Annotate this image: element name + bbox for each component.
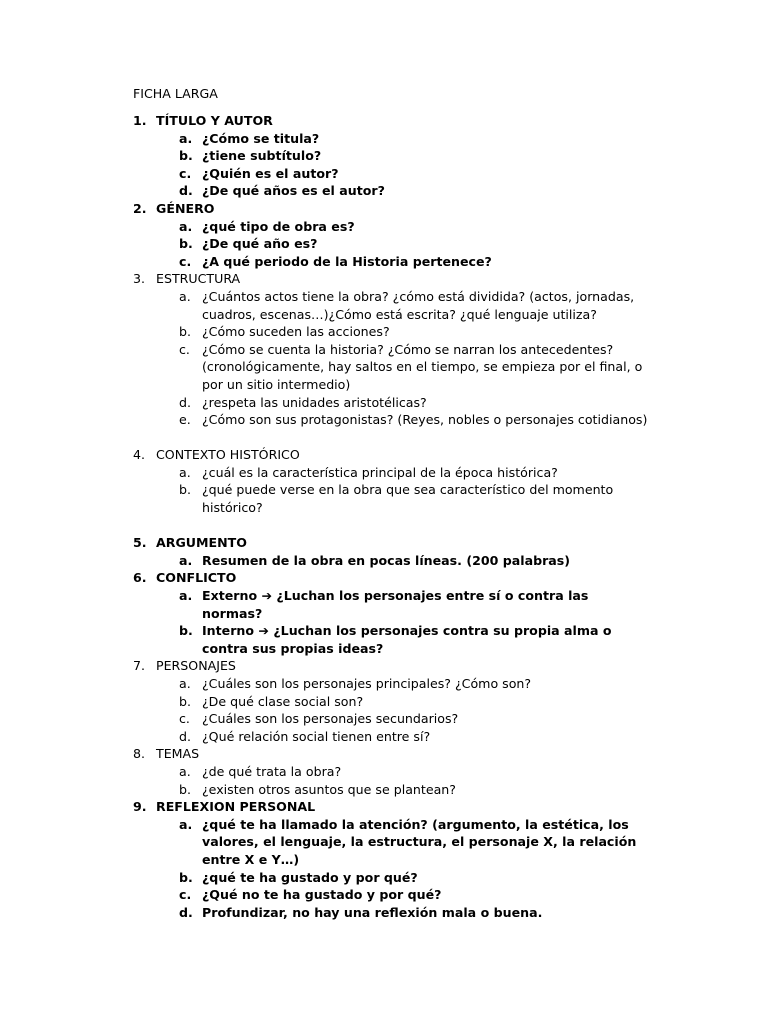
- item-letter: b.: [179, 236, 193, 252]
- item-text: ¿Qué no te ha gustado y por qué?: [202, 887, 442, 903]
- item-text: ¿qué puede verse en la obra que sea característico del momento histórico?: [202, 482, 614, 516]
- item-text: ¿Cómo se cuenta la historia? ¿Cómo se narran los antecedentes? (cronológicamente, hay saltos en el tiempo, se empieza por el final, o por un sitio intermedio): [202, 341, 643, 392]
- section-title: ESTRUCTURA: [156, 271, 241, 287]
- item-text: Profundizar, no hay una reflexión mala o buena.: [202, 904, 543, 920]
- item-list: [0, 675, 768, 745]
- item-letter: a.: [179, 763, 191, 779]
- section: [0, 112, 768, 200]
- item-letter: b.: [179, 623, 193, 639]
- item-list: [0, 464, 768, 517]
- section-heading: [0, 569, 768, 587]
- item-text: Interno ➔ ¿Luchan los personajes contra su propia alma o contra sus propias ideas?: [202, 623, 612, 656]
- item-letter: d.: [179, 394, 191, 410]
- section-number: 7.: [133, 658, 146, 674]
- list-item: [0, 165, 652, 183]
- section-heading: [0, 657, 768, 675]
- section: [0, 446, 768, 516]
- item-list: [0, 130, 768, 200]
- section-number: 3.: [133, 271, 146, 287]
- item-list: [0, 552, 768, 570]
- item-letter: a.: [179, 218, 193, 234]
- list-item: [0, 886, 652, 904]
- list-item: [0, 816, 652, 869]
- item-letter: b.: [179, 148, 193, 164]
- item-text: ¿cuál es la característica principal de la época histórica?: [202, 464, 558, 480]
- item-text: ¿Quién es el autor?: [202, 165, 339, 181]
- item-text: ¿De qué clase social son?: [202, 693, 364, 709]
- item-text: ¿A qué periodo de la Historia pertenece?: [202, 253, 492, 269]
- section-heading: [0, 200, 768, 218]
- section-title: REFLEXION PERSONAL: [156, 799, 316, 815]
- list-item: [0, 253, 652, 271]
- section-number: 6.: [133, 570, 147, 586]
- list-item: [0, 411, 652, 429]
- item-text: ¿qué tipo de obra es?: [202, 218, 355, 234]
- item-text: ¿existen otros asuntos que se plantean?: [202, 781, 456, 797]
- item-letter: e.: [179, 412, 191, 428]
- section-number: 5.: [133, 535, 147, 551]
- section-title: CONFLICTO: [156, 570, 237, 586]
- list-item: [0, 781, 652, 799]
- item-letter: c.: [179, 711, 190, 727]
- item-letter: a.: [179, 676, 191, 691]
- item-text: ¿Qué relación social tienen entre sí?: [202, 728, 431, 744]
- item-text: ¿Cómo suceden las acciones?: [202, 324, 390, 340]
- item-letter: b.: [179, 482, 191, 498]
- list-item: [0, 182, 652, 200]
- section: [0, 569, 768, 657]
- item-text: Externo ➔ ¿Luchan los personajes entre sí o contra las normas?: [202, 588, 589, 621]
- section-number: 1.: [133, 113, 147, 128]
- list-item: [0, 675, 652, 693]
- item-letter: d.: [179, 183, 193, 199]
- list-item: [0, 904, 652, 922]
- item-letter: c.: [179, 165, 192, 181]
- section-title: PERSONAJES: [156, 658, 236, 674]
- list-item: [0, 147, 652, 165]
- section-number: 8.: [133, 746, 146, 762]
- item-list: [0, 763, 768, 798]
- list-item: [0, 481, 652, 516]
- list-item: [0, 464, 652, 482]
- section-number: 9.: [133, 799, 147, 815]
- item-letter: c.: [179, 253, 192, 269]
- list-item: [0, 622, 652, 657]
- list-item: [0, 763, 652, 781]
- item-letter: c.: [179, 887, 192, 903]
- section-heading: [0, 270, 768, 288]
- list-item: [0, 587, 652, 622]
- item-text: ¿Cuántos actos tiene la obra? ¿cómo está dividida? (actos, jornadas, cuadros, escenas…)¿Cómo está escrita? ¿qué lenguaje utiliza?: [202, 288, 635, 322]
- section-title: CONTEXTO HISTÓRICO: [156, 447, 300, 463]
- item-letter: a.: [179, 288, 191, 304]
- section: [0, 534, 768, 569]
- item-text: ¿Cuáles son los personajes secundarios?: [202, 711, 459, 727]
- item-letter: b.: [179, 324, 191, 340]
- section: [0, 200, 768, 270]
- list-item: [0, 728, 652, 746]
- item-text: ¿qué te ha gustado y por qué?: [202, 869, 418, 885]
- item-letter: a.: [179, 816, 193, 832]
- item-letter: b.: [179, 869, 193, 885]
- item-letter: d.: [179, 904, 193, 920]
- item-text: ¿De qué año es?: [202, 236, 318, 252]
- list-item: [0, 710, 652, 728]
- document-title: FICHA LARGA: [133, 86, 218, 101]
- item-letter: a.: [179, 588, 193, 604]
- item-letter: d.: [179, 728, 191, 744]
- section: [0, 657, 768, 745]
- list-item: [0, 288, 652, 323]
- item-text: Resumen de la obra en pocas líneas. (200 palabras): [202, 552, 571, 568]
- section-heading: [0, 446, 768, 464]
- section-heading: [0, 534, 768, 552]
- section-title: GÉNERO: [156, 200, 215, 216]
- list-item: [0, 235, 652, 253]
- item-text: ¿De qué años es el autor?: [202, 183, 385, 199]
- item-text: ¿respeta las unidades aristotélicas?: [202, 394, 427, 410]
- item-text: ¿Cómo se titula?: [202, 130, 320, 146]
- list-item: [0, 552, 652, 570]
- section-title: ARGUMENTO: [156, 535, 247, 551]
- list-item: [0, 218, 652, 236]
- item-letter: a.: [179, 130, 193, 146]
- section: [0, 745, 768, 798]
- section-number: 4.: [133, 447, 146, 463]
- list-item: [0, 693, 652, 711]
- item-list: [0, 816, 768, 922]
- item-letter: a.: [179, 552, 193, 568]
- section-list: [0, 112, 768, 921]
- item-text: ¿de qué trata la obra?: [202, 763, 342, 779]
- item-list: [0, 218, 768, 271]
- section-number: 2.: [133, 200, 147, 216]
- item-text: ¿Cómo son sus protagonistas? (Reyes, nobles o personajes cotidianos): [202, 412, 648, 428]
- item-text: ¿Cuáles son los personajes principales? ¿Cómo son?: [202, 676, 532, 691]
- section-heading: [0, 745, 768, 763]
- list-item: [0, 341, 652, 394]
- item-letter: b.: [179, 693, 191, 709]
- list-item: [0, 869, 652, 887]
- section-title: TÍTULO Y AUTOR: [156, 113, 273, 128]
- list-item: [0, 130, 652, 148]
- item-letter: b.: [179, 781, 191, 797]
- item-text: ¿qué te ha llamado la atención? (argumento, la estética, los valores, el lenguaje, la estructura, el personaje X, la relación entre X e Y…): [202, 816, 637, 867]
- list-item: [0, 323, 652, 341]
- item-text: ¿tiene subtítulo?: [202, 148, 322, 164]
- section-heading: [0, 798, 768, 816]
- section: [0, 798, 768, 921]
- item-list: [0, 587, 768, 657]
- item-list: [0, 288, 768, 429]
- item-letter: c.: [179, 341, 190, 357]
- item-letter: a.: [179, 464, 191, 480]
- section: [0, 270, 768, 428]
- section-title: TEMAS: [156, 746, 200, 762]
- section-heading: [0, 112, 768, 130]
- list-item: [0, 394, 652, 412]
